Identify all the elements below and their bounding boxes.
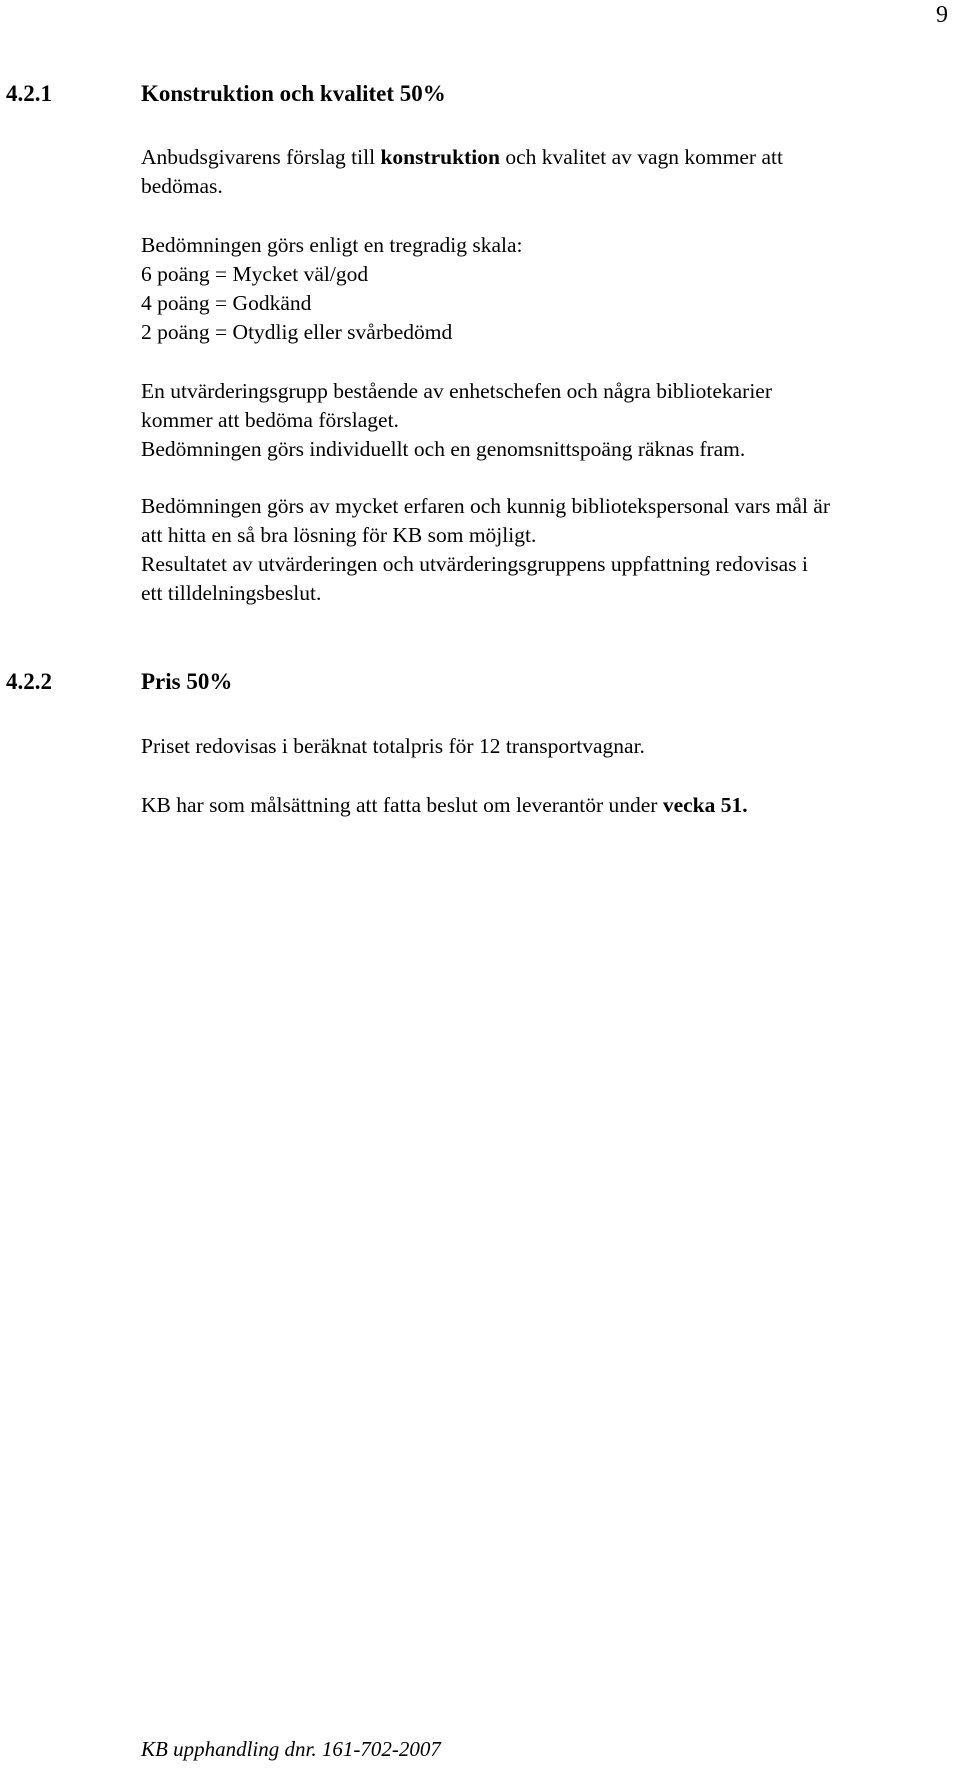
section-body-4-2-1 <box>141 143 941 608</box>
footer-reference: KB upphandling dnr. 161-702-2007 <box>141 1737 441 1761</box>
paragraph-intro: Anbudsgivarens förslag till konstruktion och kvalitet av vagn kommer att bedömas. <box>141 145 783 198</box>
scale-line: Bedömningen görs enligt en tregradig skala: <box>141 233 523 257</box>
scale-line: 6 poäng = Mycket väl/god <box>141 262 369 286</box>
paragraph-decision: KB har som målsättning att fatta beslut om leverantör under vecka 51. <box>141 793 748 817</box>
paragraph-price: Priset redovisas i beräknat totalpris för 12 transportvagnar. <box>141 734 645 758</box>
scale-line: 4 poäng = Godkänd <box>141 291 312 315</box>
section-number: 4.2.1 <box>6 81 52 106</box>
paragraph-assessment: Bedömningen görs av mycket erfaren och kunnig bibliotekspersonal vars mål är att hitta en så bra lösning för KB som möjligt. Resultatet av utvärderingen och utvärderingsgruppens uppfattning redovisas i ett tilldelningsbeslut. <box>141 494 830 605</box>
paragraph-evaluation-group: En utvärderingsgrupp bestående av enhetschefen och några bibliotekarier kommer att bedöma förslaget. Bedömningen görs individuellt och en genomsnittspoäng räknas fram. <box>141 379 773 461</box>
scale-line: 2 poäng = Otydlig eller svårbedömd <box>141 320 453 344</box>
bold-deadline: vecka 51. <box>662 793 748 817</box>
section-number: 4.2.2 <box>6 669 52 694</box>
bold-term: konstruktion <box>380 145 500 169</box>
paragraph-scale <box>141 231 941 347</box>
page-number: 9 <box>936 2 948 28</box>
section-title: Konstruktion och kvalitet 50% <box>141 81 446 106</box>
section-title: Pris 50% <box>141 669 233 694</box>
section-body-4-2-2 <box>141 732 941 820</box>
